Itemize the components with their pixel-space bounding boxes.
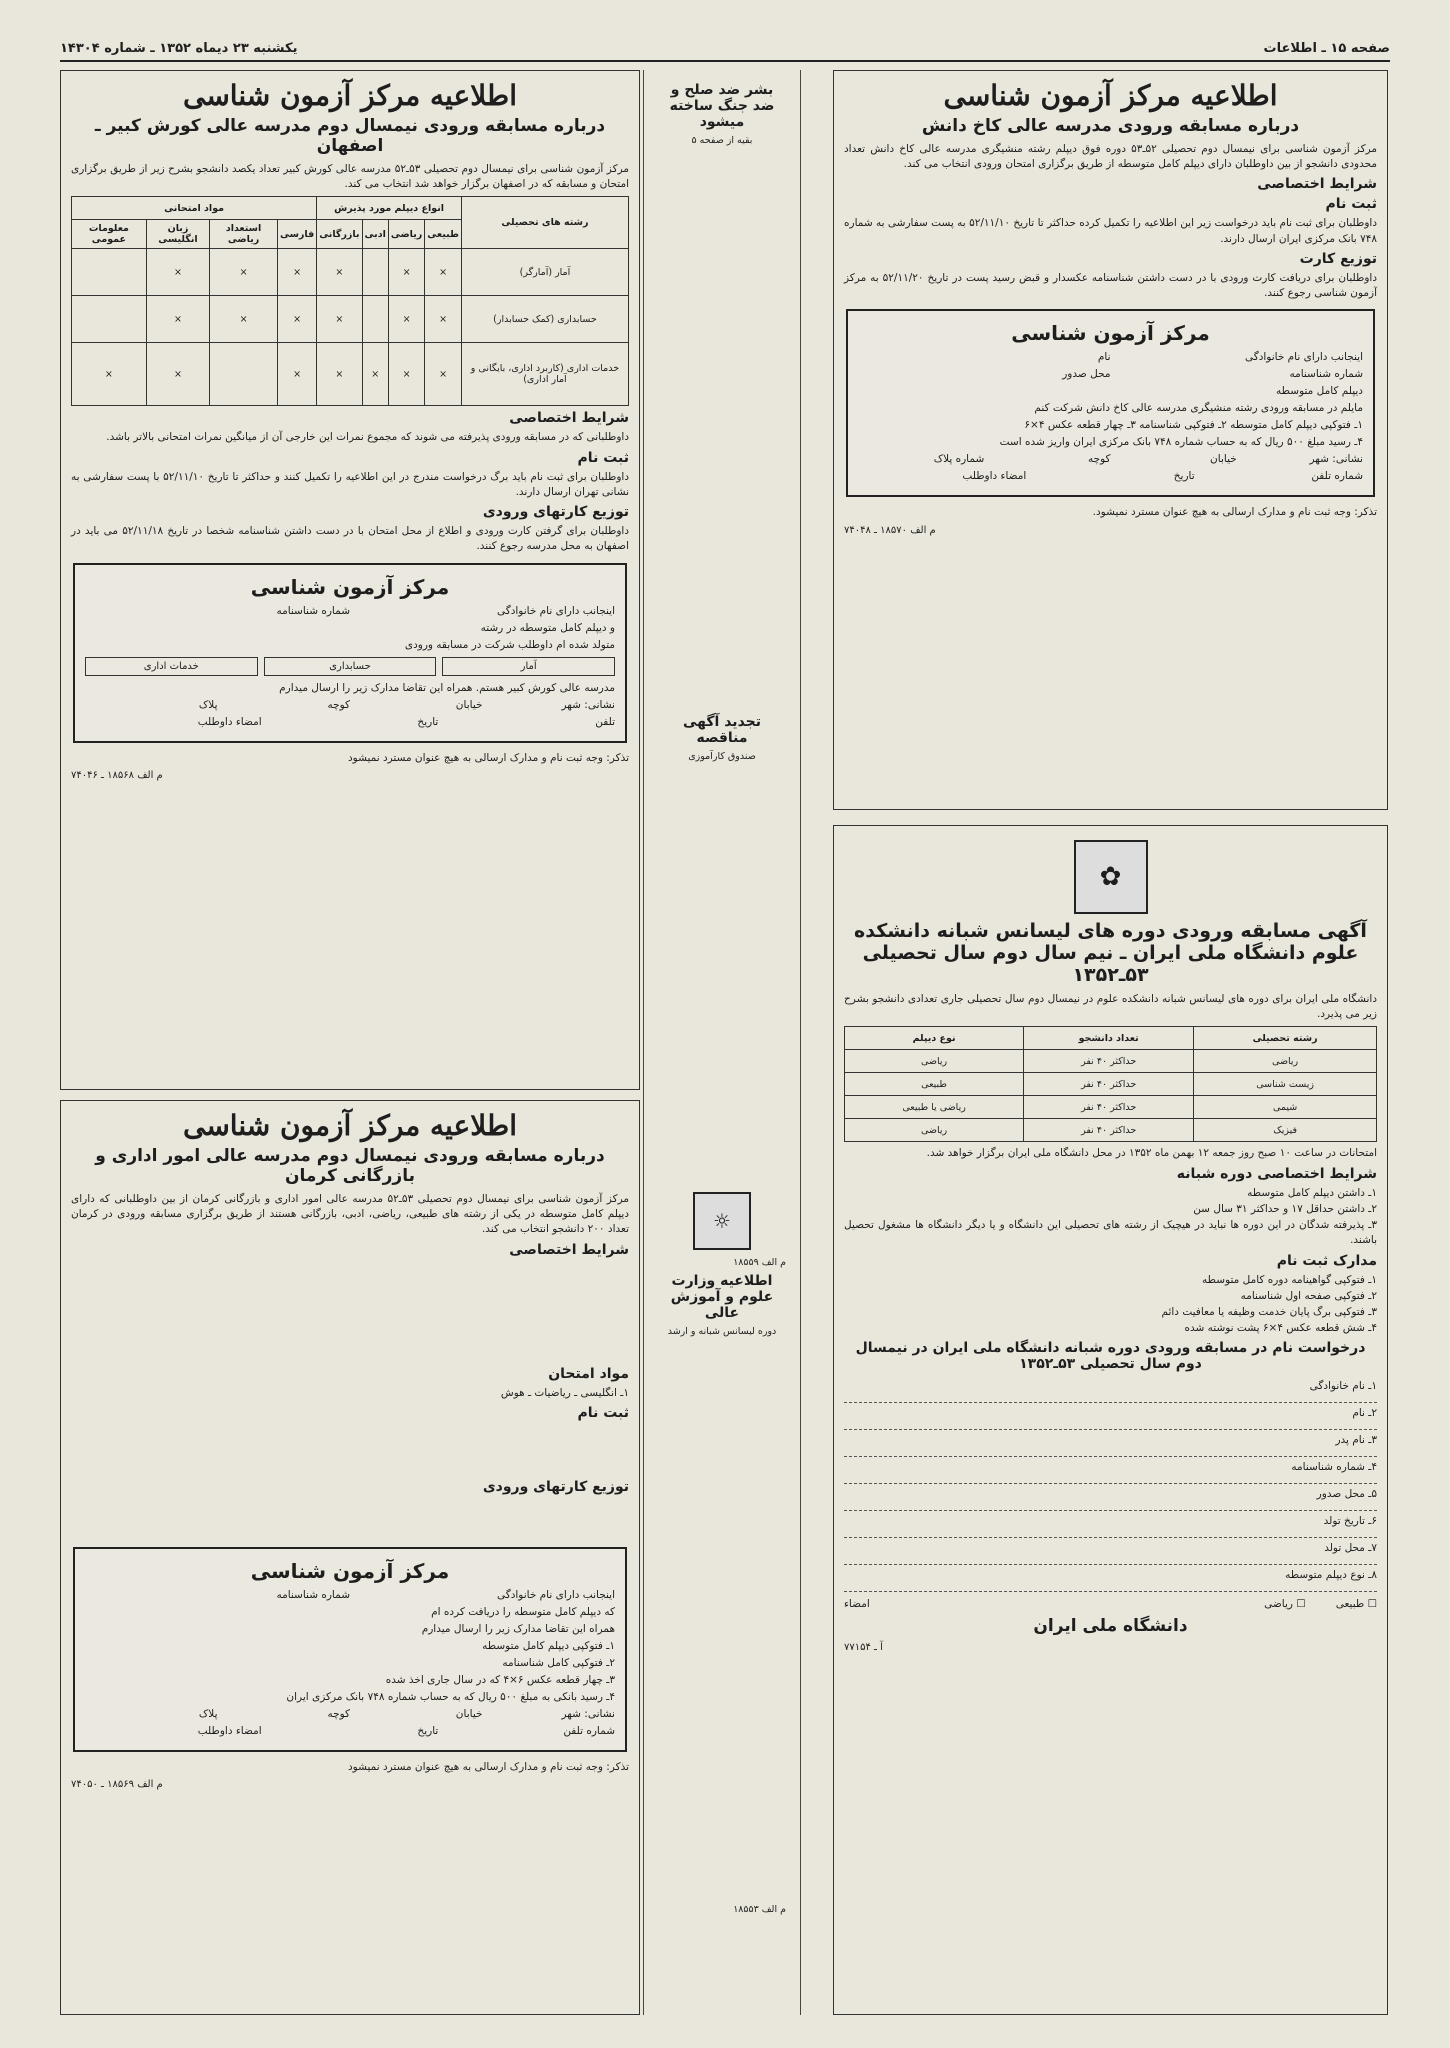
form-title: مرکز آزمون شناسی [250,574,450,599]
doc-item: ۳ـ چهار قطعه عکس ۶×۴ که در سال جاری اخذ شده [385,1673,615,1686]
form-line: شماره شناسنامه [276,604,350,617]
form-line: مدرسه عالی کورش کبیر هستم. همراه این تقاضا مدارک زیر را ارسال میدارم [279,681,615,694]
table-row: آمار (آمارگر) × × × × × × [72,249,629,296]
table-header: فارسی [277,220,316,249]
form-note: تذکر: وجه ثبت نام و مدارک ارسالی به هیچ عنوان مسترد نمیشود [348,751,629,764]
ad-kerman [60,1100,640,2015]
ad-subtitle: درباره مسابقه ورودی نیمسال دوم مدرسه عالی امور اداری و بازرگانی کرمان [95,1146,605,1186]
form-title: مرکز آزمون شناسی [250,1558,450,1583]
phone-label: شماره تلفن [1311,470,1363,483]
emblem-icon: ☼ [693,1192,751,1250]
register-heading: ثبت نام [1325,196,1377,213]
option-box[interactable]: آمار [442,657,615,676]
ad-intro: دانشگاه ملی ایران برای دوره های لیسانس شبانه دانشکده علوم در نیمسال دوم سال تحصیلی جاری تعدادی دانشجو بشرح زیر می پذیرد. [844,993,1377,1021]
doc-item: ۴ـ شش قطعه عکس ۴×۶ پشت نوشته شده [1184,1322,1377,1335]
form-field[interactable]: ۸ـ نوع دیپلم متوسطه [844,1565,1377,1592]
phone-label: شماره تلفن [563,1724,615,1737]
address-alley: کوچه [1087,453,1111,466]
doc-item: ۲ـ فتوکپی کامل شناسنامه [502,1656,615,1669]
table-cell: ریاضی [845,1119,1024,1142]
address-street: خیابان [1210,453,1237,466]
article-sub: بقیه از صفحه ۵ [691,135,753,146]
table-cell: فیزیک [1194,1119,1377,1142]
checkbox-label: ریاضی [1264,1598,1293,1611]
doc-item: ۱ـ فتوکپی دیپلم کامل متوسطه [482,1639,615,1652]
cards-heading: توزیع کارتهای ورودی [482,504,629,521]
exam-heading: مواد امتحان [548,1365,629,1382]
address-number: پلاک [198,698,218,711]
register-heading: ثبت نام [577,1404,629,1421]
form-line: اینجانب دارای نام خانوادگی [496,1588,615,1601]
condition-item: ۳ـ پذیرفته شدگان در این دوره ها نباید در هیچیک از رشته های تحصیلی این دانشگاه و یا دیگر دانشگاه ها مشغول تحصیل باشند. [844,1219,1377,1247]
ad-title: اطلاعیه مرکز آزمون شناسی [183,1109,517,1142]
conditions-heading: شرایط اختصاصی دوره شبانه [1176,1165,1377,1182]
form-line: که دیپلم کامل متوسطه را دریافت کرده ام [431,1605,615,1618]
address-city: نشانی: شهر [1309,453,1363,466]
exam-table [71,196,629,406]
ad-subtitle: درباره مسابقه ورودی نیمسال دوم مدرسه عالی کورش کبیر ـ اصفهان [94,116,606,156]
table-header: بازرگانی [317,220,362,249]
university-emblem-icon: ✿ [1074,840,1148,914]
form-field[interactable]: ۳ـ نام پدر [844,1430,1377,1457]
ad-code: م الف ۱۸۵۶۸ ـ ۷۴۰۴۶ [71,769,163,781]
form-line: شماره شناسنامه [276,1588,350,1601]
form-title: درخواست نام در مسابقه ورودی دوره شبانه دانشگاه ملی ایران در نیمسال دوم سال تحصیلی ۵۳ـ۱۳۵۲ [855,1340,1366,1373]
table-header: انواع دیپلم مورد پذیرش [317,197,462,220]
exam-text: ۱ـ انگلیسی ـ ریاضیات ـ هوش [500,1386,629,1399]
ad-title: اطلاعیه مرکز آزمون شناسی [943,79,1278,112]
form-field[interactable]: ۲ـ نام [844,1403,1377,1430]
form-line: اینجانب دارای نام خانوادگی [496,604,615,617]
address-alley: کوچه [327,1707,350,1720]
date-label: تاریخ [1173,470,1195,483]
register-text: داوطلبان برای ثبت نام باید برگ درخواست مندرج در این اطلاعیه را تکمیل کنند و حداکثر تا تاریخ ۵۲/۱۱/۱۰ با پست سفارشی به نشانی تهران ارسال دارند. [71,470,629,498]
docs-heading: مدارک ثبت نام [1276,1252,1377,1269]
checkbox-natural[interactable]: ☐ طبیعی [1335,1598,1377,1611]
ad-kakh-danesh [833,70,1388,810]
form-line: ۱ـ فتوکپی دیپلم کامل متوسطه ۲ـ فتوکپی شناسنامه ۳ـ چهار قطعه عکس ۴×۶ [1024,419,1363,432]
doc-item: ۲ـ فتوکپی صفحه اول شناسنامه [1240,1289,1377,1302]
notice-sub: دوره لیسانس شبانه و ارشد [667,1326,777,1338]
signature-label: امضاء داوطلب [197,1724,262,1737]
form-line: اینجانب دارای نام خانوادگی [1244,351,1363,364]
table-cell: حداکثر ۴۰ نفر [1024,1096,1194,1119]
cards-text: داوطلبان برای دریافت کارت ورودی با در دست داشتن شناسنامه عکسدار و قبض رسید پست در تاریخ ۵۲/۱۱/۲۰ به مرکز آزمون شناسی رجوع کنند. [844,271,1377,300]
table-cell: حداکثر ۴۰ نفر [1024,1073,1194,1096]
table-cell: ریاضی [1194,1050,1377,1073]
page-number: صفحه ۱۵ ـ اطلاعات [1263,41,1390,56]
date-label: تاریخ [417,715,439,728]
cards-heading: توزیع کارتهای ورودی [482,1478,629,1495]
cards-heading: توزیع کارت [1299,250,1377,267]
date-label: تاریخ [417,1724,439,1737]
ad-subtitle: درباره مسابقه ورودی مدرسه عالی کاخ دانش [921,116,1300,136]
masthead [60,30,1390,62]
table-cell: ریاضی یا طبیعی [845,1096,1024,1119]
form-field[interactable]: ۴ـ شماره شناسنامه [844,1457,1377,1484]
address-city: نشانی: شهر [561,698,615,711]
table-header: معلومات عمومی [72,220,147,249]
form-line: ۴ـ رسید مبلغ ۵۰۰ ریال که به حساب شماره ۷۴۸ بانک مرکزی ایران واریز شده است [999,436,1363,449]
form-field[interactable]: ۱ـ نام خانوادگی [844,1376,1377,1403]
doc-item: ۳ـ فتوکپی برگ پایان خدمت وظیفه یا معافیت دائم [1161,1305,1377,1318]
table-header: رشته تحصیلی [1194,1027,1377,1050]
conditions-text: داوطلبانی که در مسابقه ورودی پذیرفته می شوند که مجموع نمرات این خارجی آن از میانگین نمرات امتحانی بالاتر باشد. [106,431,629,444]
university-footer: دانشگاه ملی ایران [1033,1616,1188,1637]
ad-code: م الف ۱۸۵۶۹ ـ ۷۴۰۵۰ [71,1779,163,1791]
doc-item: ۴ـ رسید بانکی به مبلغ ۵۰۰ ریال که به حساب شماره ۷۴۸ بانک مرکزی ایران [286,1690,615,1703]
checkbox-math[interactable]: ☐ ریاضی [1264,1598,1306,1611]
article-body [658,150,786,710]
form-line: مایلم در مسابقه ورودی رشته منشیگری مدرسه عالی کاخ دانش شرکت کنم [1034,402,1363,415]
form-field[interactable]: ۷ـ محل تولد [844,1538,1377,1565]
table-row [845,1073,1377,1096]
application-form [846,309,1375,497]
table-cell: طبیعی [845,1073,1024,1096]
ad-isfahan [60,70,640,1090]
table-cell: حداکثر ۴۰ نفر [1024,1050,1194,1073]
notice-title: اطلاعیه وزارت علوم و آموزش عالی [670,1273,774,1322]
form-note: تذکر: وجه ثبت نام و مدارک ارسالی به هیچ عنوان مسترد نمیشود. [1092,506,1377,519]
ad-title: اطلاعیه مرکز آزمون شناسی [183,79,517,112]
tender-title: تجدید آگهی مناقصه [683,713,761,746]
doc-item: ۱ـ فتوکپی گواهینامه دوره کامل متوسطه [1202,1273,1377,1286]
table-cell: ریاضی [845,1050,1024,1073]
tender-sub: صندوق کارآموزی [688,750,756,762]
form-line: شماره شناسنامه [1289,368,1363,381]
middle-column [648,70,796,2015]
table-cell: شیمی [1194,1096,1377,1119]
form-field[interactable]: ۶ـ تاریخ تولد [844,1511,1377,1538]
table-header: استعداد ریاضی [210,220,278,249]
table-header: طبیعی [425,220,462,249]
register-heading: ثبت نام [577,449,629,466]
option-box[interactable]: حسابداری [264,657,437,676]
condition-item: ۱ـ داشتن دیپلم کامل متوسطه [1247,1186,1377,1199]
table-row: خدمات اداری (کاربرد اداری، بایگانی و آمار اداری) × × × × × × × [72,343,629,406]
table-header: ادبی [362,220,388,249]
application-form [73,563,627,743]
ad-intro: مرکز آزمون شناسی برای نیمسال دوم تحصیلی ۵۲ـ۵۳ دوره فوق دیپلم رشته منشیگری مدرسه عالی کاخ دانش تعداد محدودی دانشجو از بین داوطلبان دارای دیپلم کامل متوسطه از طریق برگزاری امتحان ورودی انتخاب می کند. [844,143,1377,171]
table-row [845,1096,1377,1119]
ad-intro: مرکز آزمون شناسی برای نیمسال دوم تحصیلی ۵۳ـ۵۲ مدرسه عالی امور اداری و بازرگانی کرمان از بین داوطلبانی که دارای دیپلم کامل متوسطه در یکی از رشته های طبیعی، ریاضی، ادبی، بازرگانی هستند از طریق برگزاری مسابقه ورودی در کرمان تعداد ۲۰۰ دانشجو انتخاب می کند. [71,1193,629,1236]
condition-item: ۲ـ داشتن حداقل ۱۷ و حداکثر ۳۱ سال سن [1193,1202,1377,1215]
form-line: متولد شده ام داوطلب شرکت در مسابقه ورودی [404,638,615,651]
table-cell: آمار (آمارگر) [461,249,628,296]
signature-label: امضاء داوطلب [962,470,1027,483]
table-header: نوع دیپلم [845,1027,1024,1050]
address-city: نشانی: شهر [561,1707,615,1720]
exam-date: امتحانات در ساعت ۱۰ صبح روز جمعه ۱۲ بهمن ماه ۱۳۵۲ در محل دانشگاه ملی ایران برگزار خواهد شد. [926,1147,1377,1160]
table-header: تعداد دانشجو [1024,1027,1194,1050]
form-line: محل صدور [1062,368,1111,381]
table-row: حسابداری (کمک حسابدار) × × × × × × [72,296,629,343]
conditions-heading: شرایط اختصاصی [509,1241,629,1258]
table-header: رشته های تحصیلی [461,197,628,249]
form-field[interactable]: ۵ـ محل صدور [844,1484,1377,1511]
address-number: پلاک [198,1707,218,1720]
table-header: زبان انگلیسی [146,220,209,249]
quota-table [844,1026,1377,1142]
application-form [73,1547,627,1752]
conditions-heading: شرایط اختصاصی [1257,176,1377,193]
form-title: مرکز آزمون شناسی [1011,321,1210,346]
form-note: تذکر: وجه ثبت نام و مدارک ارسالی به هیچ عنوان مسترد نمیشود [348,1760,629,1773]
middle-code: م الف ۱۸۵۵۳ [733,1904,786,1916]
article-title: بشر ضد صلح و ضد جنگ ساخته میشود [669,82,775,130]
table-cell: حسابداری (کمک حسابدار) [461,296,628,343]
form-line: همراه این تقاضا مدارک زیر را ارسال میدارم [421,1622,615,1635]
address-alley: کوچه [327,698,350,711]
signature-label: امضاء [844,1598,870,1611]
signature-label: امضاء داوطلب [197,715,262,728]
form-line: دیپلم کامل متوسطه [1276,385,1363,398]
ad-title: آگهی مسابقه ورودی دوره های لیسانس شبانه دانشکده علوم دانشگاه ملی ایران ـ نیم سال دوم سال تحصیلی ۵۳ـ۱۳۵۲ [854,920,1367,986]
middle-code: م الف ۱۸۵۵۹ [733,1256,786,1268]
table-cell: حداکثر ۴۰ نفر [1024,1119,1194,1142]
table-header: مواد امتحانی [72,197,317,220]
checkbox-label: طبیعی [1335,1598,1365,1611]
table-header: ریاضی [388,220,424,249]
register-text: داوطلبان برای ثبت نام باید درخواست زیر این اطلاعیه را تکمیل کرده حداکثر تا تاریخ ۵۲/۱۱/۱۰ به پست سفارشی به شماره ۷۴۸ بانک مرکزی ایران ارسال دارند. [844,217,1377,245]
cards-text: داوطلبان برای گرفتن کارت ورودی و اطلاع از محل امتحان با در دست داشتن شناسنامه شخصا در تاریخ ۵۲/۱۱/۱۸ می باید در اصفهان به محل مدرسه رجوع کنند. [71,525,629,553]
form-line: و دیپلم کامل متوسطه در رشته [480,621,615,634]
issue-date: یکشنبه ۲۳ دیماه ۱۳۵۲ ـ شماره ۱۴۳۰۴ [60,41,298,56]
address-street: خیابان [455,1707,483,1720]
table-row [845,1050,1377,1073]
table-row [845,1119,1377,1142]
address-number: شماره پلاک [933,453,985,466]
ad-intro: مرکز آزمون شناسی برای نیمسال دوم تحصیلی ۵۳ـ۵۲ مدرسه عالی کورش کبیر تعداد یکصد دانشجو بشرح زیر از طریق برگزاری امتحان و مسابقه که در اصفهان برگزار خواهد شد انتخاب می کند. [71,163,629,191]
ad-code: م الف ۱۸۵۷۰ ـ ۷۴۰۴۸ [844,524,936,536]
table-cell: خدمات اداری (کاربرد اداری، بایگانی و آمار اداری) [461,343,628,406]
form-line: نام [1097,351,1111,364]
ad-code: آ ـ ۷۷۱۵۴ [844,1642,883,1654]
option-box[interactable]: خدمات اداری [85,657,258,676]
phone-label: تلفن [595,715,615,728]
ad-national-university [833,825,1388,2015]
conditions-heading: شرایط اختصاصی [509,410,629,427]
table-cell: زیست شناسی [1194,1073,1377,1096]
address-street: خیابان [455,698,483,711]
